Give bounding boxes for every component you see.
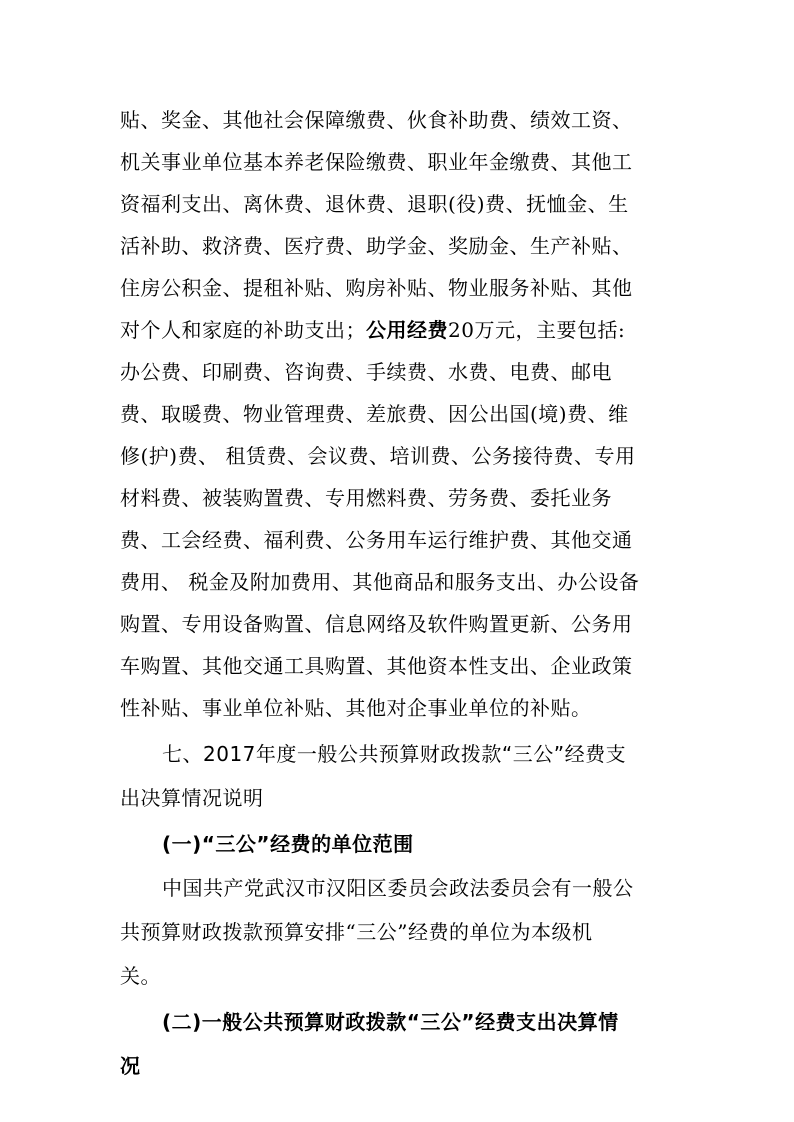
body-text-line: 贴、奖金、其他社会保障缴费、伙食补助费、绩效工资、 bbox=[120, 108, 633, 132]
body-text-line: 资福利支出、离休费、退休费、退职(役)费、抚恤金、生 bbox=[120, 192, 629, 216]
body-text-line: 办公费、印刷费、咨询费、手续费、水费、电费、邮电 bbox=[120, 360, 612, 384]
body-text-line: 购置、专用设备购置、信息网络及软件购置更新、公务用 bbox=[120, 612, 633, 636]
body-text-line: 活补助、救济费、医疗费、助学金、奖励金、生产补贴、 bbox=[120, 234, 633, 258]
body-text-line: 费、取暖费、物业管理费、差旅费、因公出国(境)费、维 bbox=[120, 402, 629, 426]
body-text-line: 费、工会经费、福利费、公务用车运行维护费、其他交通 bbox=[120, 528, 633, 552]
body-text-line: 关。 bbox=[120, 964, 161, 988]
subsection-heading: (二)一般公共预算财政拨款“三公”经费支出决算情 bbox=[162, 1010, 619, 1034]
body-text-line: 费用、 税金及附加费用、其他商品和服务支出、办公设备 bbox=[120, 570, 640, 594]
body-text-segment: 对个人和家庭的补助支出； bbox=[120, 318, 366, 342]
subsection-heading: (一)“三公”经费的单位范围 bbox=[162, 832, 414, 856]
section-heading: 出决算情况说明 bbox=[120, 786, 264, 810]
public-funds-label: 公用经费 bbox=[366, 318, 448, 342]
body-text-line: 性补贴、事业单位补贴、其他对企事业单位的补贴。 bbox=[120, 696, 592, 720]
body-text-line: 机关事业单位基本养老保险缴费、职业年金缴费、其他工 bbox=[120, 150, 633, 174]
body-text-line: 修(护)费、 租赁费、会议费、培训费、公务接待费、专用 bbox=[120, 444, 636, 468]
body-text-line: 中国共产党武汉市汉阳区委员会政法委员会有一般公 bbox=[162, 876, 634, 900]
body-text-line: 共预算财政拨款预算安排“三公”经费的单位为本级机 bbox=[120, 920, 593, 944]
subsection-heading: 况 bbox=[120, 1054, 141, 1078]
section-heading: 七、2017年度一般公共预算财政拨款“三公”经费支 bbox=[162, 742, 627, 766]
body-text-line: 材料费、被装购置费、专用燃料费、劳务费、委托业务 bbox=[120, 486, 612, 510]
body-text-line bbox=[120, 316, 625, 344]
body-text-line: 车购置、其他交通工具购置、其他资本性支出、企业政策 bbox=[120, 654, 633, 678]
body-text-segment: 20万元，主要包括: bbox=[448, 318, 626, 342]
body-text-line: 住房公积金、提租补贴、购房补贴、物业服务补贴、其他 bbox=[120, 276, 633, 300]
